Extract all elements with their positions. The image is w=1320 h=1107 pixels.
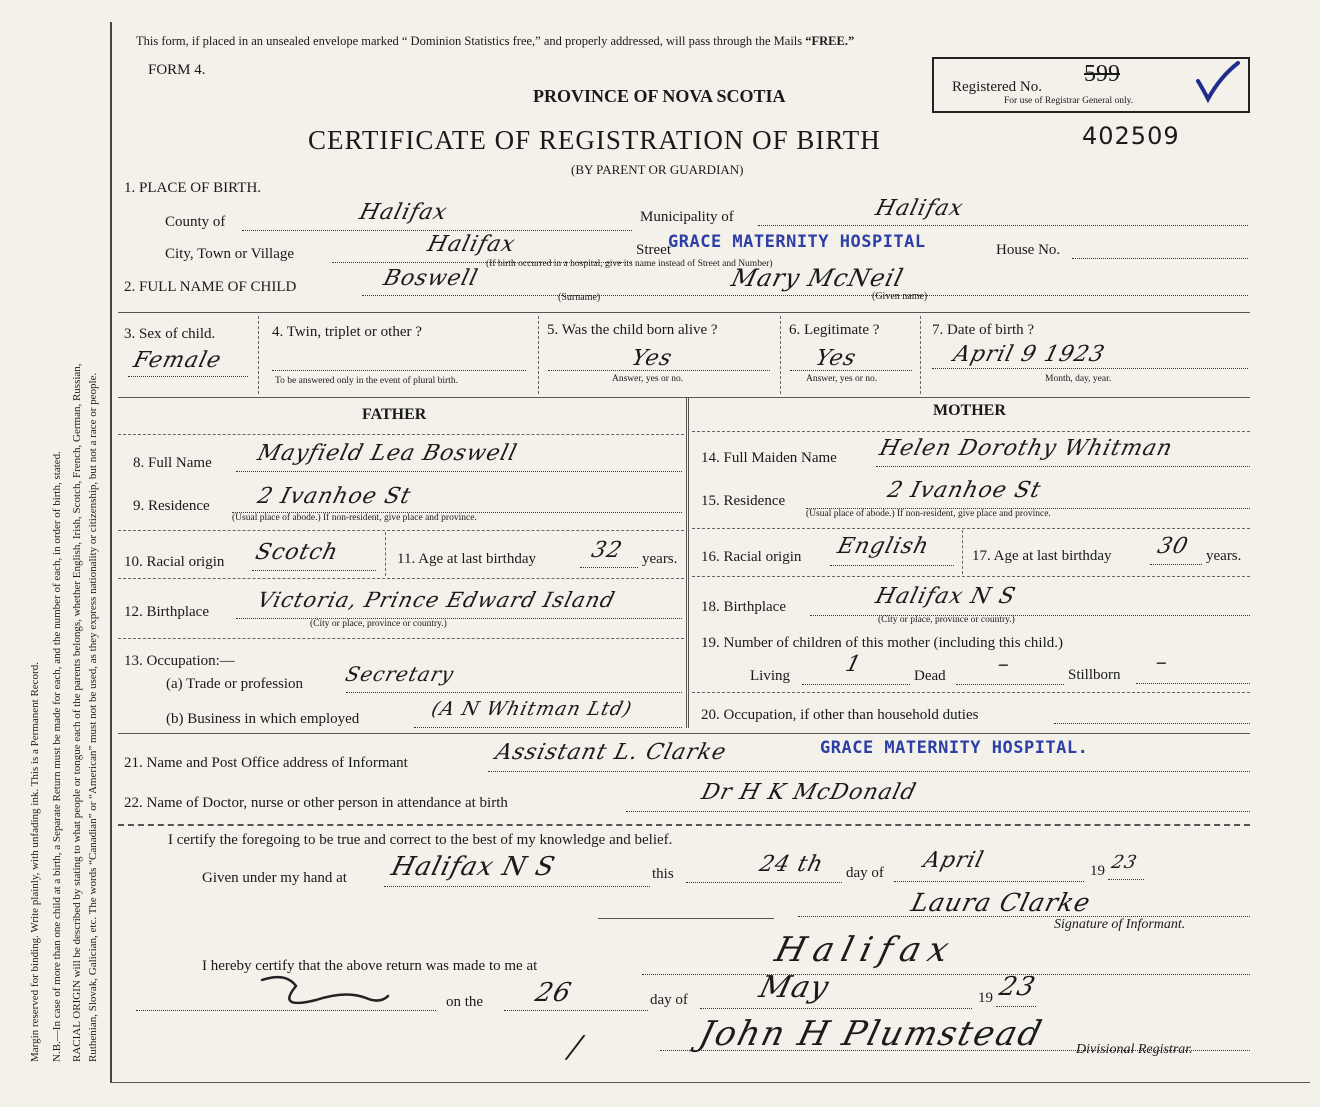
bottom-border	[110, 1082, 1310, 1083]
mother-age-value: 30	[1154, 534, 1192, 559]
province-heading: PROVINCE OF NOVA SCOTIA	[533, 86, 786, 106]
mother-birthplace-label: 18. Birthplace	[701, 599, 786, 615]
father-residence-caption: (Usual place of abode.) If non-resident, give place and province.	[232, 513, 477, 523]
cert-year-prefix: 19	[1090, 863, 1105, 879]
registrar-month-value: May	[755, 970, 833, 1005]
dead-value: –	[994, 652, 1014, 677]
mother-age-years: years.	[1206, 548, 1242, 564]
place-of-birth-heading: 1. PLACE OF BIRTH.	[124, 180, 262, 196]
registrar-signature-caption: Divisional Registrar.	[1076, 1042, 1193, 1057]
mother-residence-label: 15. Residence	[701, 493, 786, 509]
father-occupation-label: 13. Occupation:—	[124, 653, 235, 669]
certification-statement: I certify the foregoing to be true and correct to the best of my knowledge and belief.	[168, 832, 673, 848]
father-racial-label: 10. Racial origin	[124, 554, 225, 570]
informant-name-value: Assistant L. Clarke	[492, 740, 730, 765]
margin-note-multiple-births: N.B.—In case of more than one child at a birth, a Separate Return must be made for each, and the number of each, in order of birth, stated.	[51, 451, 63, 1062]
mother-racial-label: 16. Racial origin	[701, 549, 802, 565]
street-note: (If birth occurred in a hospital, give its name instead of Street and Number)	[486, 259, 773, 269]
father-birthplace-label: 12. Birthplace	[124, 604, 209, 620]
mother-name-value: Helen Dorothy Whitman	[876, 436, 1176, 461]
child-name-label: 2. FULL NAME OF CHILD	[124, 279, 297, 295]
father-residence-value: 2 Ivanhoe St	[254, 484, 414, 509]
registrar-year-prefix: 19	[978, 990, 993, 1006]
registrar-statement: I hereby certify that the above return was made to me at	[202, 958, 538, 974]
cert-year-suffix: 23	[1109, 852, 1140, 873]
mail-notice: This form, if placed in an unsealed envelope marked “ Dominion Statistics free,” and properly addressed, will pass through the Mails “FREE.”	[136, 34, 855, 48]
father-business-label: (b) Business in which employed	[166, 711, 360, 727]
alive-caption: Answer, yes or no.	[612, 374, 684, 384]
street-value-stamp: GRACE MATERNITY HOSPITAL	[668, 232, 926, 252]
municipality-value: Halifax	[872, 196, 967, 221]
registered-number: 599	[1084, 61, 1120, 87]
stillborn-value: –	[1152, 650, 1172, 675]
certificate-subtitle: (BY PARENT OR GUARDIAN)	[571, 162, 744, 177]
city-value: Halifax	[424, 232, 519, 257]
registrar-signature: John H Plumstead	[695, 1014, 1048, 1054]
father-heading: FATHER	[362, 406, 427, 423]
father-birthplace-value: Victoria, Prince Edward Island	[255, 588, 618, 612]
stillborn-label: Stillborn	[1068, 667, 1121, 683]
child-surname-value: Boswell	[380, 266, 481, 291]
twin-label: 4. Twin, triplet or other ?	[272, 324, 422, 340]
margin-note-racial-origin-2: Ruthenian, Slovak, Galician, etc. The words “Canadian” or “American” must not be used, as they express nationality or citizenship, but not a race or people.	[87, 372, 99, 1062]
mother-birthplace-caption: (City or place, province or country.)	[878, 615, 1015, 625]
dob-value: April 9 1923	[950, 342, 1108, 367]
twin-note: To be answered only in the event of plural birth.	[275, 376, 458, 386]
legitimate-caption: Answer, yes or no.	[806, 374, 878, 384]
child-surname-caption: (Surname)	[558, 292, 601, 303]
city-label: City, Town or Village	[165, 246, 295, 262]
legitimate-value: Yes	[812, 346, 860, 371]
informant-signature-caption: Signature of Informant.	[1054, 917, 1186, 932]
mother-children-label: 19. Number of children of this mother (including this child.)	[701, 635, 1064, 651]
sex-label: 3. Sex of child.	[124, 326, 216, 342]
informant-address-stamp: GRACE MATERNITY HOSPITAL.	[820, 738, 1089, 758]
mother-name-label: 14. Full Maiden Name	[701, 450, 837, 466]
given-label: Given under my hand at	[202, 870, 347, 886]
living-value: 1	[842, 652, 865, 677]
registered-label: Registered No.	[952, 79, 1042, 95]
mother-birthplace-value: Halifax N S	[872, 584, 1019, 609]
father-racial-value: Scotch	[252, 540, 342, 565]
mother-heading: MOTHER	[933, 402, 1006, 419]
dob-label: 7. Date of birth ?	[932, 322, 1035, 338]
street-label: Street	[636, 242, 671, 258]
mother-residence-value: 2 Ivanhoe St	[884, 478, 1044, 503]
doctor-value: Dr H K McDonald	[698, 780, 920, 805]
father-age-years: years.	[642, 551, 678, 567]
mother-age-label: 17. Age at last birthday	[972, 548, 1112, 564]
father-business-value: (A N Whitman Ltd)	[429, 698, 635, 720]
county-label: County of	[165, 214, 226, 230]
cert-month-value: April	[920, 848, 987, 873]
registrar-flourish-mark	[256, 970, 396, 1020]
legitimate-label: 6. Legitimate ?	[789, 322, 880, 338]
living-label: Living	[750, 668, 790, 684]
cert-day-value: 24 th	[756, 852, 827, 877]
father-birthplace-caption: (City or place, province or country.)	[310, 619, 447, 629]
father-residence-label: 9. Residence	[133, 498, 210, 514]
father-trade-value: Secretary	[343, 662, 457, 686]
certificate-number: 402509	[1082, 122, 1180, 150]
dob-caption: Month, day, year.	[1045, 374, 1112, 384]
father-name-value: Mayfield Lea Boswell	[254, 441, 520, 466]
this-label: this	[652, 866, 674, 882]
house-number-label: House No.	[996, 242, 1061, 258]
registrar-year-suffix: 23	[996, 972, 1039, 1002]
binding-border	[110, 22, 112, 1082]
registrar-stray-mark: /	[565, 1030, 586, 1065]
registrar-day-of-label: day of	[650, 992, 688, 1008]
registrar-on-label: on the	[446, 994, 484, 1010]
county-value: Halifax	[356, 200, 451, 225]
dead-label: Dead	[914, 668, 946, 684]
alive-label: 5. Was the child born alive ?	[547, 322, 718, 338]
form-number: FORM 4.	[148, 62, 206, 78]
mother-racial-value: English	[834, 534, 932, 559]
checkmark-icon	[1192, 61, 1242, 103]
certificate-title: CERTIFICATE OF REGISTRATION OF BIRTH	[308, 125, 881, 155]
municipality-label: Municipality of	[640, 209, 734, 225]
sex-value: Female	[130, 348, 225, 373]
margin-note-binding: Margin reserved for binding. Write plainly, with unfading ink. This is a Permanent Record.	[29, 662, 41, 1062]
cert-day-of-label: day of	[846, 865, 884, 881]
mother-occupation-label: 20. Occupation, if other than household duties	[701, 707, 979, 723]
father-trade-label: (a) Trade or profession	[166, 676, 304, 692]
mother-residence-caption: (Usual place of abode.) If non-resident, give place and province.	[806, 509, 1051, 519]
registrar-day-value: 26	[532, 978, 575, 1008]
doctor-label: 22. Name of Doctor, nurse or other person in attendance at birth	[124, 795, 508, 811]
father-name-label: 8. Full Name	[133, 455, 212, 471]
registered-box	[932, 57, 1250, 113]
given-place-value: Halifax N S	[388, 852, 559, 882]
registrar-note: For use of Registrar General only.	[1004, 96, 1134, 106]
child-given-caption: (Given name)	[872, 291, 928, 302]
registrar-place-value: Halifax	[771, 930, 961, 970]
alive-value: Yes	[628, 346, 676, 371]
father-age-label: 11. Age at last birthday	[397, 551, 536, 567]
informant-signature: Laura Clarke	[908, 888, 1094, 917]
child-given-value: Mary McNeil	[728, 264, 907, 292]
margin-note-racial-origin-1: RACIAL ORIGIN will be described by stating to what people or tongue each of the parents belongs, whether English, Irish, Scotch, French, German, Russian,	[71, 363, 83, 1062]
informant-label: 21. Name and Post Office address of Informant	[124, 755, 408, 771]
father-age-value: 32	[588, 538, 626, 563]
